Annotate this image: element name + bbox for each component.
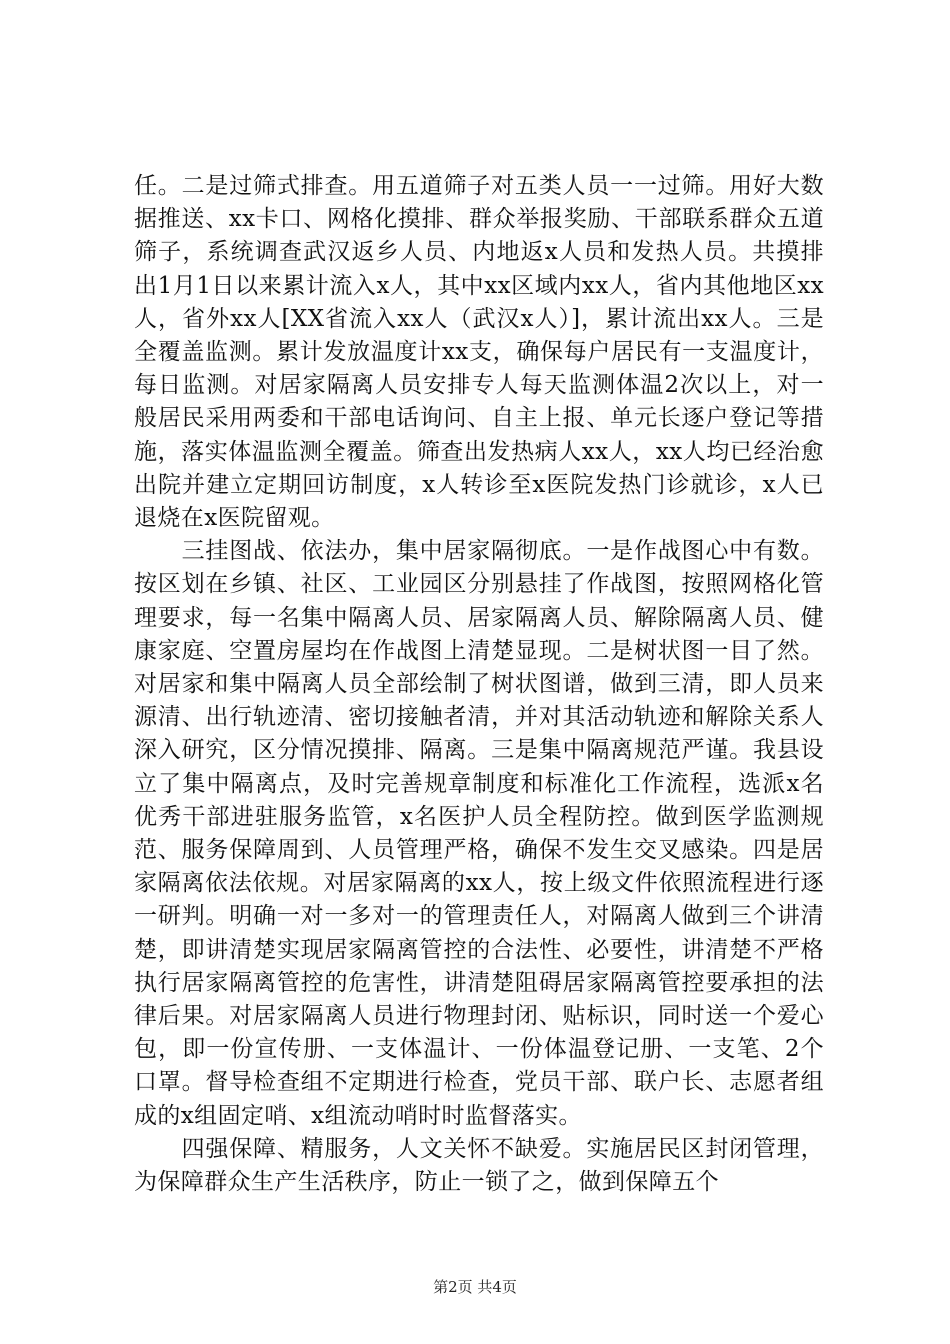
page-number-footer: 第2页 共4页 [433, 1278, 517, 1296]
body-text [134, 170, 824, 1199]
paragraph-support: 四强保障、精服务，人文关怀不缺爱。实施居民区封闭管理，为保障群众生产生活秩序，防止一锁了之，做到保障五个 [134, 1135, 824, 1196]
paragraph-isolation: 三挂图战、依法办，集中居家隔彻底。一是作战图心中有数。按区划在乡镇、社区、工业园区分别悬挂了作战图，按照网格化管理要求，每一名集中隔离人员、居家隔离人员、解除隔离人员、健康家庭、空置房屋均在作战图上清楚显现。二是树状图一目了然。对居家和集中隔离人员全部绘制了树状图谱，做到三清，即人员来源清、出行轨迹清、密切接触者清，并对其活动轨迹和解除关系人深入研究，区分情况摸排、隔离。三是集中隔离规范严谨。我县设立了集中隔离点，及时完善规章制度和标准化工作流程，选派x名优秀干部进驻服务监管，x名医护人员全程防控。做到医学监测规范、服务保障周到、人员管理严格，确保不发生交叉感染。四是居家隔离依法依规。对居家隔离的xx人，按上级文件依照流程进行逐一研判。明确一对一多对一的管理责任人，对隔离人做到三个讲清楚，即讲清楚实现居家隔离管控的合法性、必要性，讲清楚不严格执行居家隔离管控的危害性，讲清楚阻碍居家隔离管控要承担的法律后果。对居家隔离人员进行物理封闭、贴标识，同时送一个爱心包，即一份宣传册、一支体温计、一份体温登记册、一支笔、2个口罩。督导检查组不定期进行检查，党员干部、联户长、志愿者组成的x组固定哨、x组流动哨时时监督落实。 [134, 538, 824, 1129]
paragraph-screening: 任。二是过筛式排查。用五道筛子对五类人员一一过筛。用好大数据推送、xx卡口、网格化摸排、群众举报奖励、干部联系群众五道筛子，系统调查武汉返乡人员、内地返x人员和发热人员。共摸排出1月1日以来累计流入x人，其中xx区域内xx人，省内其他地区xx人，省外xx人[XX省流入xx人（武汉x人）]，累计流出xx人。三是全覆盖监测。累计发放温度计xx支，确保每户居民有一支温度计，每日监测。对居家隔离人员安排专人每天监测体温2次以上，对一般居民采用两委和干部电话询问、自主上报、单元长逐户登记等措施，落实体温监测全覆盖。筛查出发热病人xx人，xx人均已经治愈出院并建立定期回访制度，x人转诊至x医院发热门诊就诊，x人已退烧在x医院留观。 [134, 173, 824, 532]
